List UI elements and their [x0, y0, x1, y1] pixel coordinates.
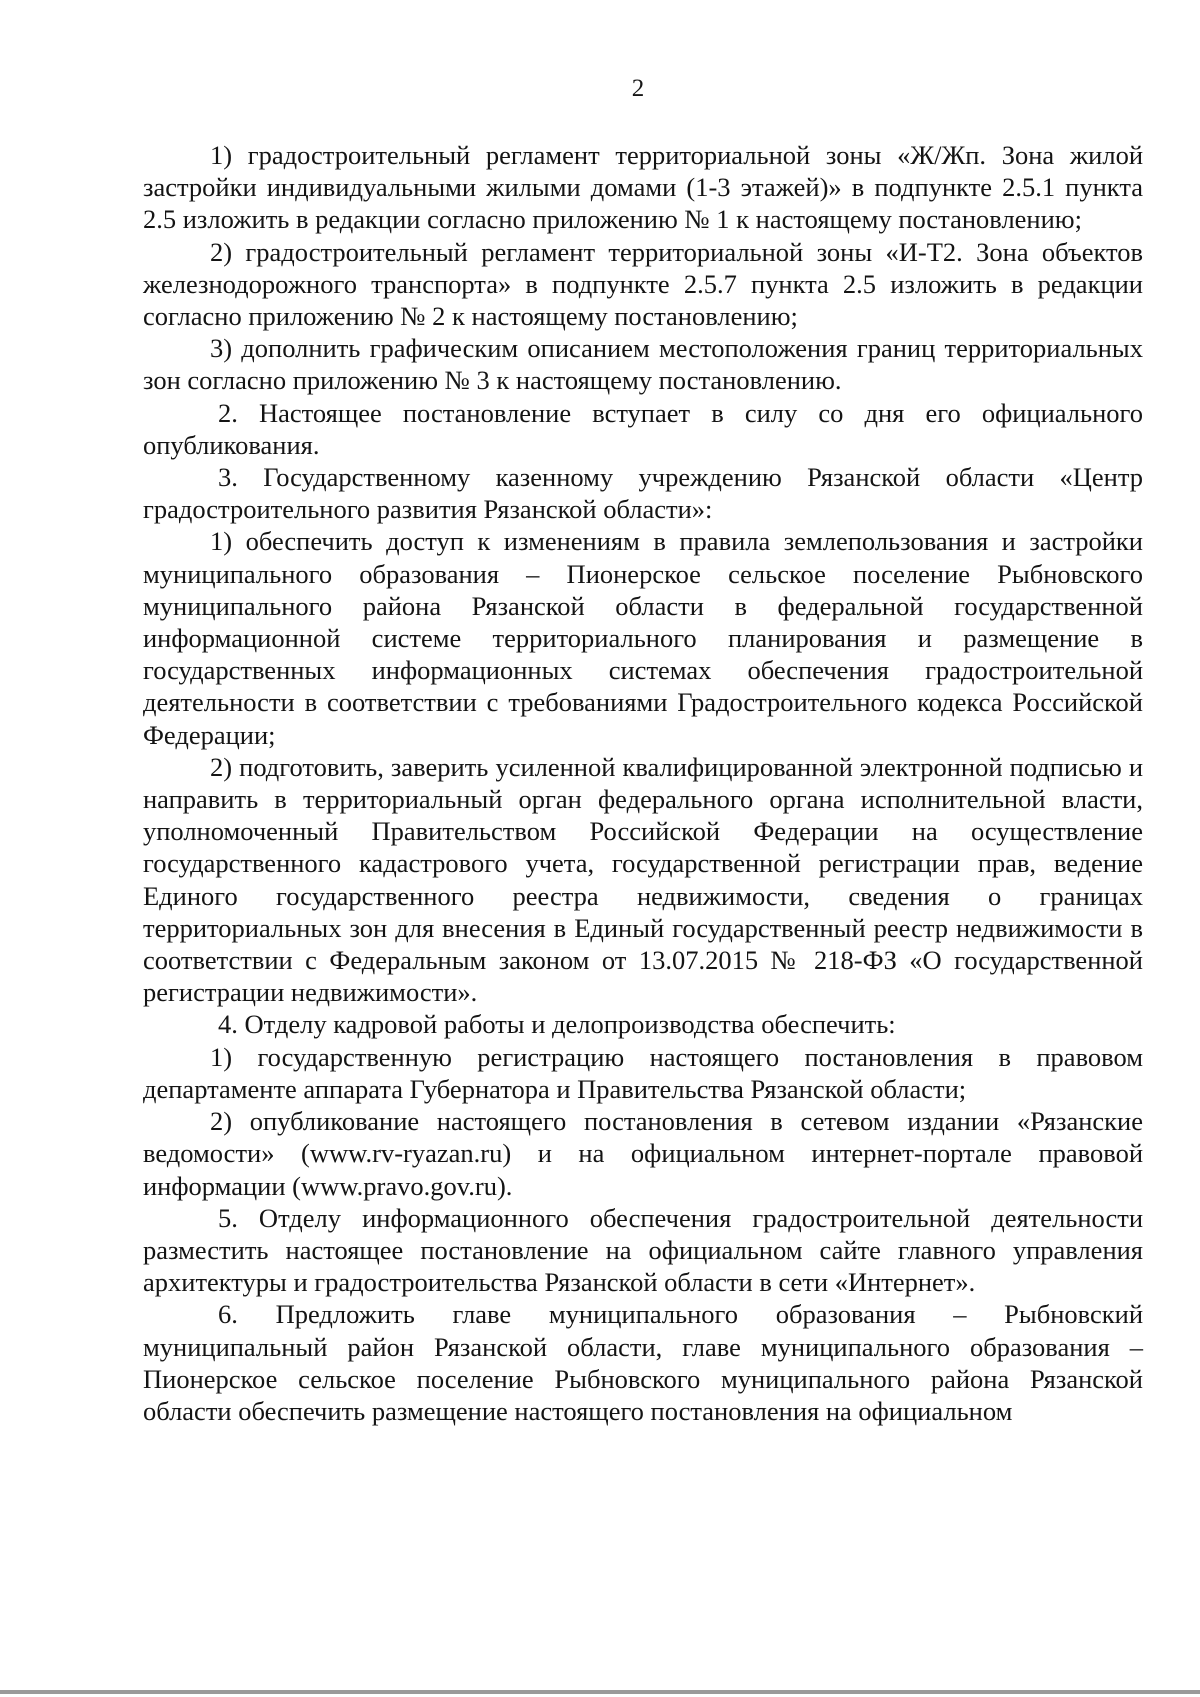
document-body [143, 139, 1143, 1427]
paragraph-4-1: 1) государственную регистрацию настоящего постановления в правовом департаменте аппарата Губернатора и Правительства Рязанской области; [143, 1041, 1143, 1104]
paragraph-3-2: 2) подготовить, заверить усиленной квалифицированной электронной подписью и направить в территориальный орган федерального органа исполнительной власти, уполномоченный Правительством Российской Федерации на осуществление государственного кадастрового учета, государственной регистрации прав, ведение Единого государственного реестра недвижимости, сведения о границах территориальных зон для внесения в Единый государственный реестр недвижимости в соответствии с Федеральным законом от 13.07.2015 № 218-ФЗ «О государственной регистрации недвижимости». [143, 751, 1143, 1008]
paragraph-4: 4. Отделу кадровой работы и делопроизводства обеспечить: [218, 1009, 896, 1040]
paragraph-6: 6. Предложить главе муниципального образования – Рыбновский муниципальный район Рязанской области, главе муниципального образования – Пионерское сельское поселение Рыбновского муниципального района Рязанской области обеспечить размещение настоящего постановления на официальном [143, 1299, 1143, 1426]
paragraph-1-2: 2) градостроительный регламент территориальной зоны «И-Т2. Зона объектов железнодорожного транспорта» в подпункте 2.5.7 пункта 2.5 изложить в редакции согласно приложению № 2 к настоящему постановлению; [143, 236, 1143, 332]
bottom-edge-line [0, 1690, 1200, 1694]
paragraph-2: 2. Настоящее постановление вступает в силу со дня его официального опубликования. [143, 397, 1143, 460]
page-number: 2 [631, 75, 645, 102]
paragraph-4-2: 2) опубликование настоящего постановления в сетевом издании «Рязанские ведомости» (www.rv-ryazan.ru) и на официальном интернет-портале правовой информации (www.pravo.gov.ru). [143, 1106, 1143, 1201]
paragraph-1-1: 1) градостроительный регламент территориальной зоны «Ж/Жп. Зона жилой застройки индивидуальными жилыми домами (1-3 этажей)» в подпункте 2.5.1 пункта 2.5 изложить в редакции согласно приложению № 1 к настоящему постановлению; [143, 140, 1143, 235]
paragraph-3-1: 1) обеспечить доступ к изменениям в правила землепользования и застройки муниципального образования – Пионерское сельское поселение Рыбновского муниципального района Рязанской области в федеральной государственной информационной системе территориального планирования и размещение в государственных информационных системах обеспечения градостроительной деятельности в соответствии с требованиями Градостроительного кодекса Российской Федерации; [143, 526, 1143, 750]
paragraph-5: 5. Отделу информационного обеспечения градостроительной деятельности разместить настоящее постановление на официальном сайте главного управления архитектуры и градостроительства Рязанской области в сети «Интернет». [143, 1202, 1143, 1298]
paragraph-1-3: 3) дополнить графическим описанием местоположения границ территориальных зон согласно приложению № 3 к настоящему постановлению. [143, 333, 1143, 396]
paragraph-3: 3. Государственному казенному учреждению Рязанской области «Центр градостроительного развития Рязанской области»: [143, 462, 1143, 525]
